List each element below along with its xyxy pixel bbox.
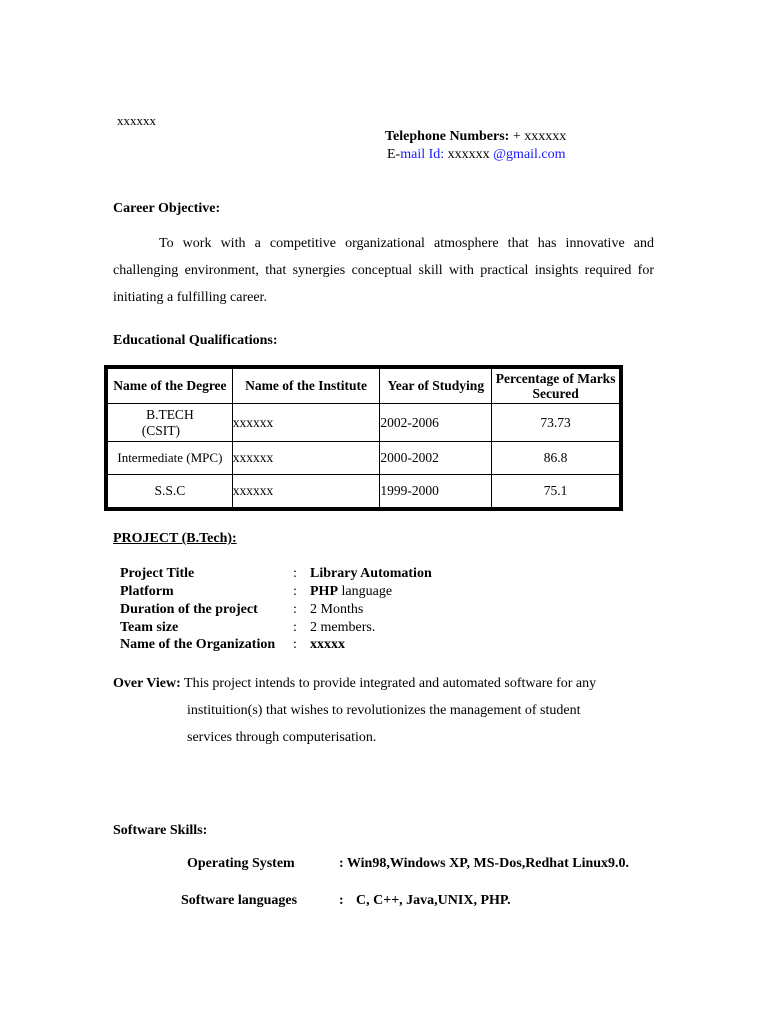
career-objective-body: To work with a competitive organizational atmosphere that has innovative and challenging environment, that synergies conceptual skill with practical insights required for initiating a fulfilling career. <box>113 236 654 305</box>
cell-degree <box>108 404 233 442</box>
table-row <box>108 475 620 508</box>
column-header-marks-line1: Percentage of Marks <box>495 371 616 386</box>
column-header-marks-line2: Secured <box>532 386 579 401</box>
career-objective-heading: Career Objective: <box>113 201 221 216</box>
platform-value-rest: language <box>341 584 393 599</box>
separator: : <box>293 584 297 599</box>
cell-institute: xxxxxx <box>232 475 380 508</box>
cell-degree: S.S.C <box>108 475 233 508</box>
cell-marks: 75.1 <box>492 475 620 508</box>
project-title-row <box>120 566 620 584</box>
education-heading: Educational Qualifications: <box>113 333 278 348</box>
email-line <box>387 147 566 163</box>
column-header-marks <box>492 369 620 404</box>
software-skills-heading: Software Skills: <box>113 823 208 838</box>
column-header-institute: Name of the Institute <box>232 369 380 404</box>
project-platform-value <box>310 584 392 600</box>
separator: : <box>293 566 297 581</box>
cell-year: 1999-2000 <box>380 475 492 508</box>
column-header-degree: Name of the Degree <box>108 369 233 404</box>
email-prefix: E- <box>387 147 401 162</box>
overview-label: Over View: <box>113 676 181 691</box>
cell-year: 2002-2006 <box>380 404 492 442</box>
cell-marks: 86.8 <box>492 442 620 475</box>
candidate-name: xxxxxx <box>117 113 156 128</box>
project-duration-value: 2 Months <box>310 602 364 617</box>
project-heading: PROJECT (B.Tech): <box>113 531 237 546</box>
cell-institute: xxxxxx <box>232 442 380 475</box>
table-row <box>108 442 620 475</box>
os-label: Operating System <box>187 856 295 871</box>
project-team-value: 2 members. <box>310 620 376 635</box>
project-team-label: Team size <box>120 620 179 635</box>
project-platform-label: Platform <box>120 584 174 599</box>
overview-line1: This project intends to provide integrated and automated software for any <box>184 676 597 691</box>
telephone-value: + xxxxxx <box>512 129 567 144</box>
cell-institute: xxxxxx <box>232 404 380 442</box>
project-org-label: Name of the Organization <box>120 637 276 652</box>
platform-value-bold: PHP <box>310 584 338 599</box>
languages-label: Software languages <box>181 893 298 908</box>
separator: : <box>293 637 297 652</box>
table-header-row <box>108 369 620 404</box>
telephone-label: Telephone Numbers: <box>385 129 510 144</box>
separator: : <box>293 620 297 635</box>
separator: : <box>293 602 297 617</box>
email-user: xxxxxx <box>447 147 490 162</box>
project-duration-label: Duration of the project <box>120 602 258 617</box>
languages-colon: : <box>339 893 344 908</box>
project-title-label: Project Title <box>120 566 195 581</box>
table-row <box>108 404 620 442</box>
career-objective-text <box>113 230 654 311</box>
project-org-value: xxxxx <box>310 637 345 652</box>
project-overview <box>113 670 596 751</box>
project-org-row <box>120 637 620 655</box>
project-duration-row <box>120 602 620 620</box>
cell-marks: 73.73 <box>492 404 620 442</box>
telephone-line <box>385 129 566 145</box>
project-title-value: Library Automation <box>310 566 432 581</box>
overview-line2: instituition(s) that wishes to revolutionizes the management of student <box>187 703 581 718</box>
project-team-row <box>120 620 620 638</box>
cell-year: 2000-2002 <box>380 442 492 475</box>
degree-line1: B.TECH <box>146 406 194 422</box>
degree-line2: (CSIT) <box>141 422 181 438</box>
email-domain[interactable]: @gmail.com <box>493 147 566 162</box>
overview-line3: services through computerisation. <box>187 730 377 745</box>
languages-value: C, C++, Java,UNIX, PHP. <box>356 893 511 908</box>
cell-degree: Intermediate (MPC) <box>108 442 233 475</box>
column-header-year: Year of Studying <box>380 369 492 404</box>
project-platform-row <box>120 584 620 602</box>
os-value: : Win98,Windows XP, MS-Dos,Redhat Linux9.0. <box>339 856 630 871</box>
email-label: mail Id: <box>400 147 445 162</box>
education-table <box>104 365 623 511</box>
